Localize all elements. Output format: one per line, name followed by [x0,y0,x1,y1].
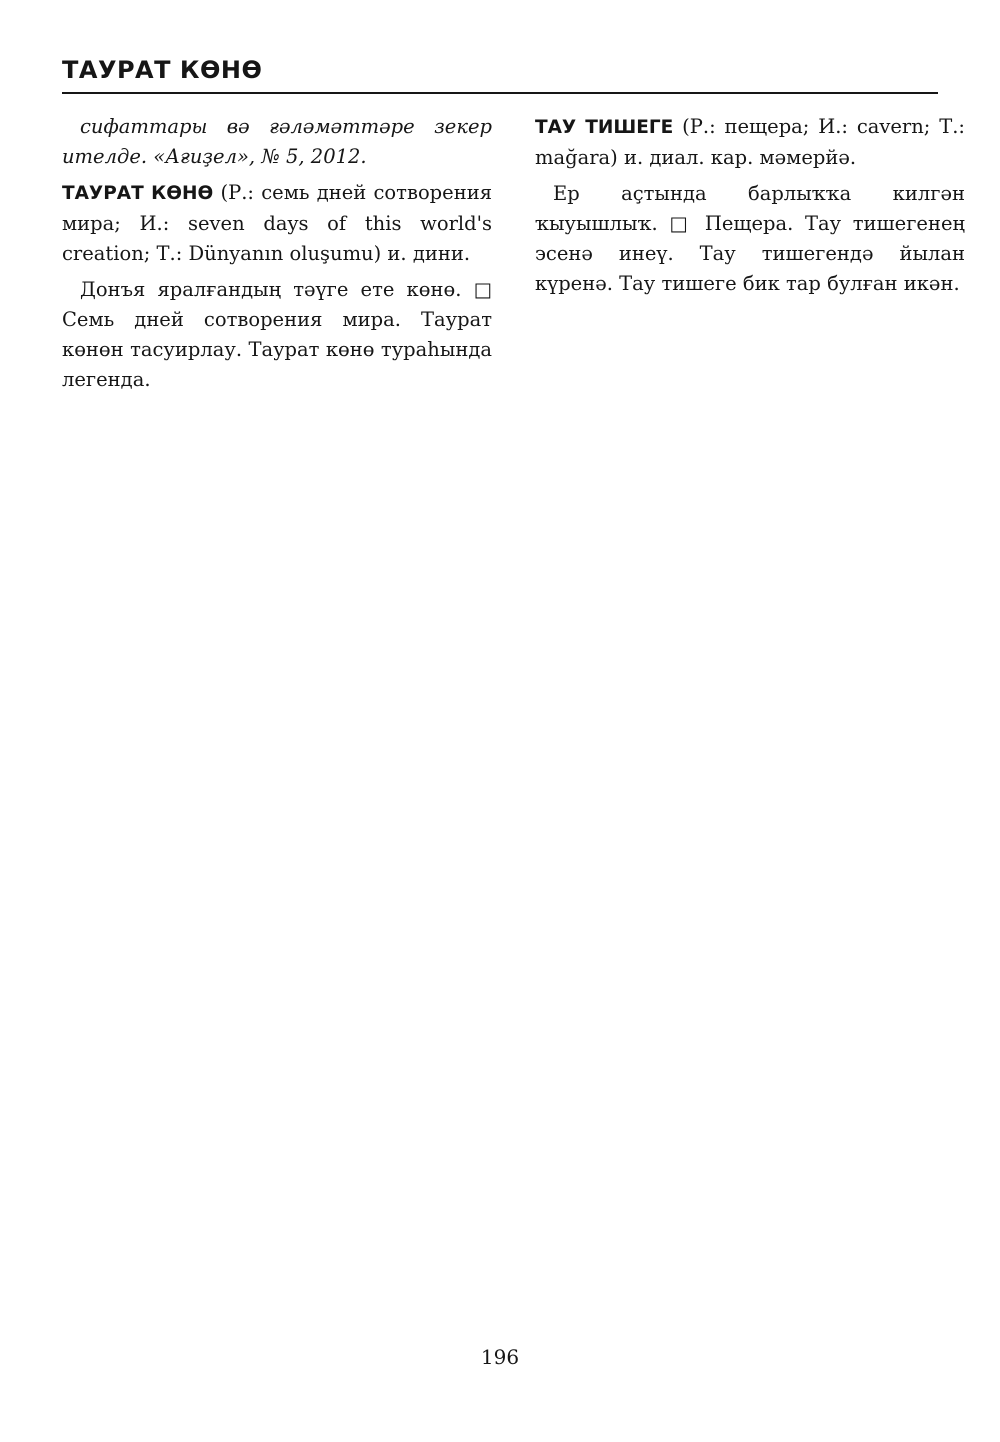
entry-paragraph: сифаттары вә ғәләмәттәре зекер ителде. «Ағиҙел», № 5, 2012. [62,115,492,168]
entry-definition: (Р.: семь дней сотворения мира; И.: seven days of this world's creation; Т.: Dünyanın oluşumu) и. дини. [62,181,492,265]
header-rule [62,92,938,94]
left-column [62,112,492,401]
entry-headword: ТАУРАТ КӨНӨ [62,183,214,204]
page-number: 196 [480,1345,520,1369]
entry-paragraph: Донъя яралғандың тәүге ете көнө. □ Семь дней сотворения мира. Таурат көнөн тасуирлау. Таурат көнө тураһында легенда. [62,278,492,391]
entry-definition: (Р.: пещера; И.: cavern; Т.: mağara) и. диал. кар. мәмерйә. [535,115,965,169]
right-column [535,112,965,305]
running-header: ТАУРАТ КӨНӨ [62,56,263,84]
dictionary-entry [62,178,492,269]
entry-headword: ТАУ ТИШЕГЕ [535,117,674,138]
dictionary-entry [535,112,965,173]
entry-paragraph: Ер аҫтында барлыҡҡа килгән ҡыуышлыҡ. □ Пещера. Тау тишегенең эсенә инеү. Тау тишегендә йылан күренә. Тау тишеге бик тар булған икән. [535,182,965,295]
